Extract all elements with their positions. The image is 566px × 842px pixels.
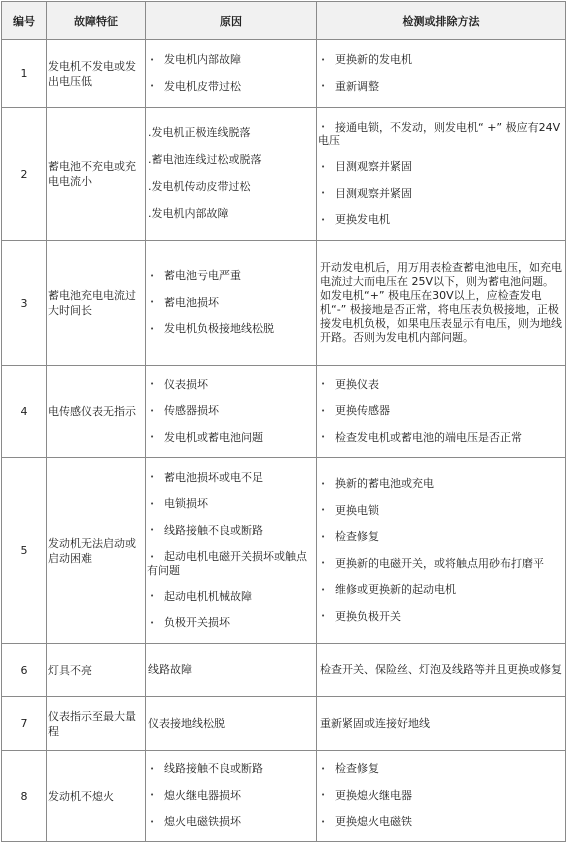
cause-cell [146,644,317,697]
cause-list [147,47,315,100]
method-cell [317,241,566,366]
cause-item: • 发电机内部故障 [147,47,315,74]
cause-item: • 电锁损坏 [147,491,315,518]
method-item: • 目测观察并紧固 [318,181,564,208]
header-cause: 原因 [146,2,317,40]
method-text: 开动发电机后，用万用表检查蓄电池电压，如充电电流过大而电压在 25V以下，则为蓄电池问题。如发电机“+” 极电压在30V以上，应检查发电机“-” 极接地是否正常，将电压表负极接地，正极接发电机负极，如果电压表显示有电压，则为地线开路。否则为发电机内部问题。 [320,261,562,344]
method-list [318,47,564,100]
method-item: • 更换电锁 [318,498,564,525]
method-cell [317,108,566,241]
cause-item: • 起动电机机械故障 [147,584,315,611]
method-item: • 更换新的发电机 [318,47,564,74]
table-row [2,241,566,366]
cause-item: • 熄火电磁铁损坏 [147,809,315,836]
table-row [2,108,566,241]
table-row [2,697,566,751]
header-row [2,2,566,40]
method-cell [317,697,566,751]
cause-cell [146,40,317,108]
method-item: • 检查修复 [318,524,564,551]
row-number: 7 [2,697,47,751]
method-item: • 重新调整 [318,74,564,101]
cause-item: .蓄电池连线过松或脱落 [148,153,262,166]
cause-list [147,756,315,836]
method-item: • 更换熄火继电器 [318,783,564,810]
cause-item: .发电机传动皮带过松 [148,180,251,193]
method-text: 检查开关、保险丝、灯泡及线路等并且更换或修复 [320,663,562,676]
cause-item: • 线路接触不良或断路 [147,518,315,545]
cause-item: • 仪表损坏 [147,372,315,399]
method-cell [317,366,566,458]
table-row [2,366,566,458]
method-item: • 更换负极开关 [318,604,564,631]
method-item: • 目测观察并紧固 [318,154,564,181]
cause-list [147,465,315,637]
method-item: • 换新的蓄电池或充电 [318,471,564,498]
method-item: • 检查修复 [318,756,564,783]
method-item: • 更换发电机 [318,207,564,234]
cause-list [147,263,315,343]
cause-item: • 起动电机电磁开关损坏或触点有问题 [147,544,315,584]
method-item: • 更换传感器 [318,398,564,425]
method-list [318,471,564,630]
cause-cell [146,458,317,644]
cause-list [147,120,315,228]
method-item: • 更换熄火电磁铁 [318,809,564,836]
header-feature: 故障特征 [47,2,146,40]
header-method: 检测或排除方法 [317,2,566,40]
cause-item: • 负极开关损坏 [147,610,315,637]
cause-item: • 发电机负极接地线松脱 [147,316,315,343]
cause-text: 线路故障 [148,663,192,676]
method-item: • 更换新的电磁开关，或将触点用砂布打磨平 [318,551,564,578]
cause-item: .发电机内部故障 [148,207,229,220]
cause-cell [146,241,317,366]
method-item: • 接通电锁，不发动，则发电机“ +” 极应有24V电压 [318,115,564,155]
method-list [318,115,564,234]
method-cell [317,751,566,842]
cause-item: • 发电机或蓄电池问题 [147,425,315,452]
row-number: 8 [2,751,47,842]
cause-list [147,372,315,452]
cause-cell [146,697,317,751]
table-row [2,644,566,697]
fault-feature: 发动机无法启动或启动困难 [47,458,146,644]
cause-item: • 蓄电池损坏或电不足 [147,465,315,492]
cause-cell [146,751,317,842]
cause-item: • 蓄电池损坏 [147,290,315,317]
fault-feature: 发动机不熄火 [47,751,146,842]
row-number: 4 [2,366,47,458]
fault-table [1,1,566,842]
fault-feature: 仪表指示至最大量程 [47,697,146,751]
method-cell [317,40,566,108]
row-number: 5 [2,458,47,644]
row-number: 3 [2,241,47,366]
cause-cell [146,366,317,458]
row-number: 2 [2,108,47,241]
header-num: 编号 [2,2,47,40]
table-row [2,458,566,644]
cause-item: • 发电机皮带过松 [147,74,315,101]
cause-cell [146,108,317,241]
method-cell [317,458,566,644]
fault-feature: 灯具不亮 [47,644,146,697]
fault-feature: 发电机不发电或发出电压低 [47,40,146,108]
fault-feature: 电传感仪表无指示 [47,366,146,458]
method-item: • 维修或更换新的起动电机 [318,577,564,604]
row-number: 6 [2,644,47,697]
cause-item: • 传感器损坏 [147,398,315,425]
method-list [318,372,564,452]
method-item: • 检查发电机或蓄电池的端电压是否正常 [318,425,564,452]
table-row [2,751,566,842]
fault-feature: 蓄电池不充电或充电电流小 [47,108,146,241]
method-text: 重新紧固或连接好地线 [320,716,430,730]
cause-item: .发电机正极连线脱落 [148,126,251,139]
fault-feature: 蓄电池充电电流过大时间长 [47,241,146,366]
method-item: • 更换仪表 [318,372,564,399]
cause-item: • 熄火继电器损坏 [147,783,315,810]
method-list [318,756,564,836]
cause-text: 仪表接地线松脱 [148,716,225,730]
row-number: 1 [2,40,47,108]
table-row [2,40,566,108]
cause-item: • 线路接触不良或断路 [147,756,315,783]
cause-item: • 蓄电池亏电严重 [147,263,315,290]
method-cell [317,644,566,697]
